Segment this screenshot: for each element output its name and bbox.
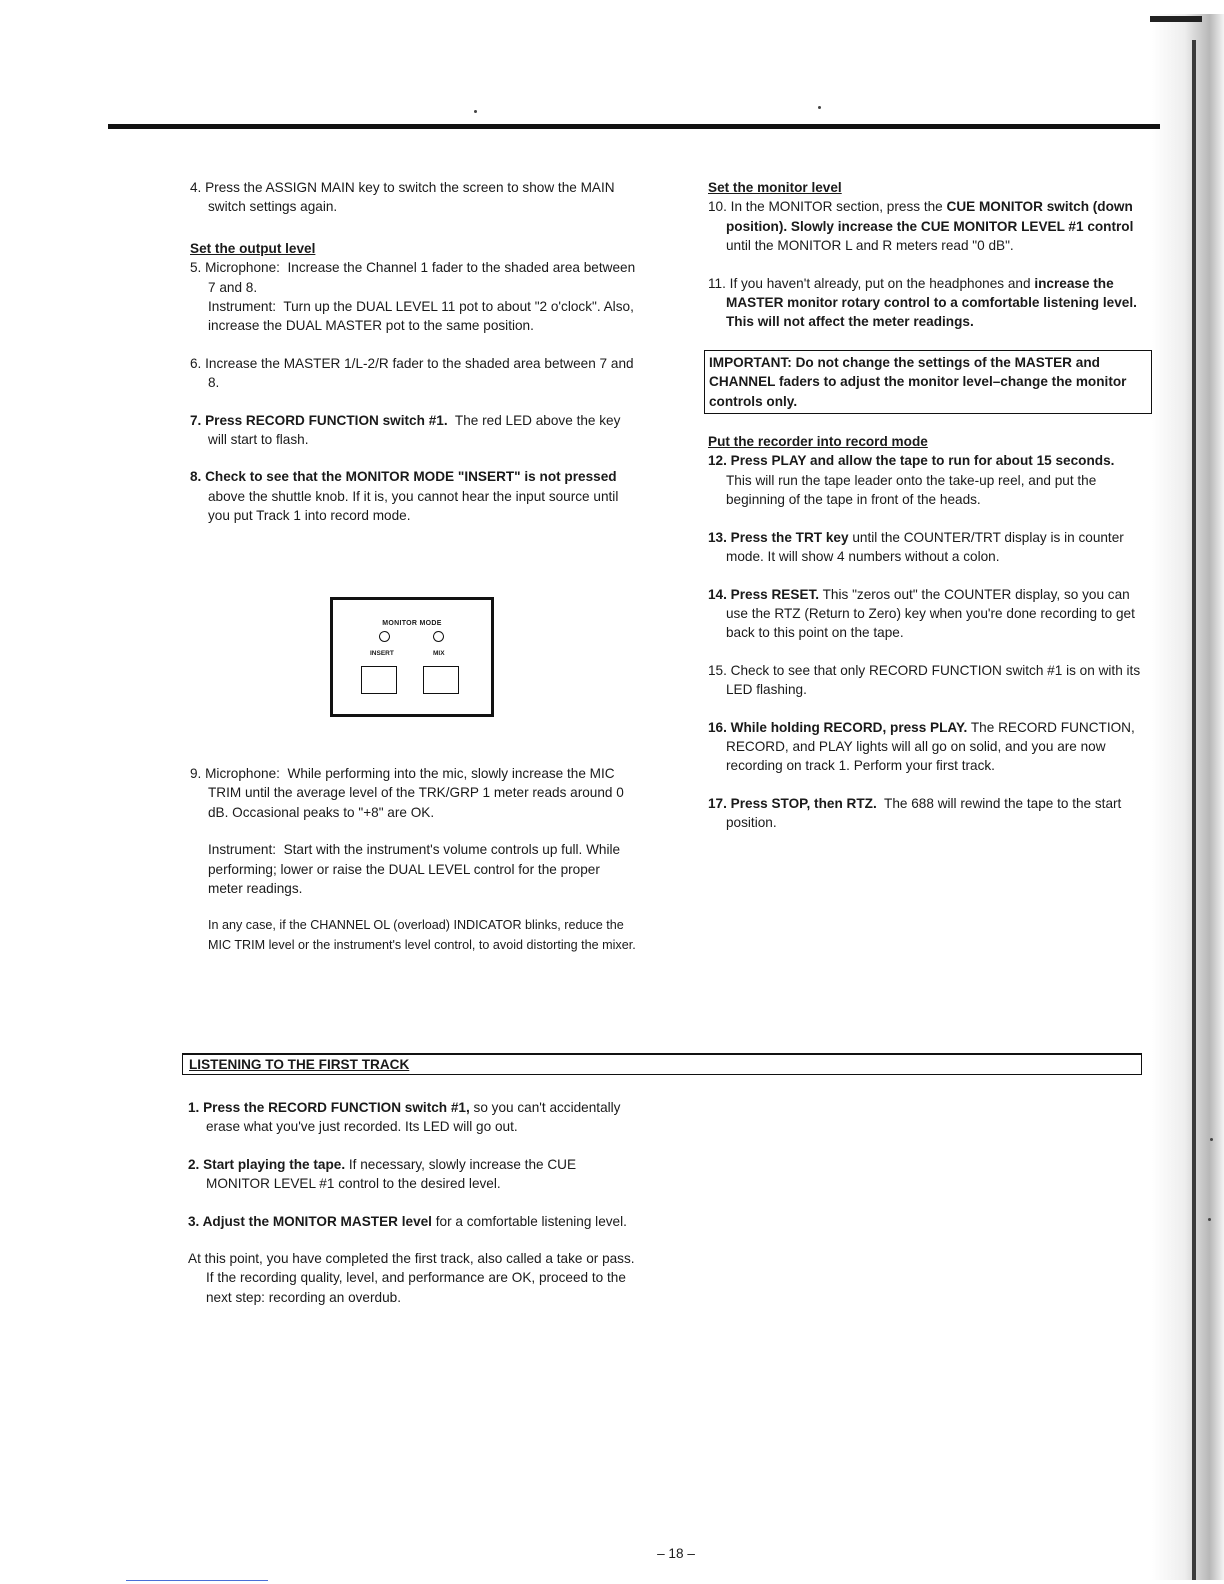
listen-step-1-action: 1. Press the RECORD FUNCTION switch #1, <box>188 1100 470 1115</box>
scan-speck <box>1210 1138 1213 1141</box>
step-11-action: increase the MASTER monitor rotary control to a comfortable listening level. This will not affect the meter readings. <box>726 275 1137 330</box>
left-column <box>190 178 638 526</box>
step-9-instrument <box>190 840 638 898</box>
scanned-binding-line <box>1192 40 1196 1580</box>
step-6: 6. Increase the MASTER 1/L-2/R fader to the shaded area between 7 and 8. <box>190 355 634 391</box>
step-16-action: 16. While holding RECORD, press PLAY. <box>708 719 968 735</box>
figure-label-insert: INSERT <box>370 650 394 657</box>
header-rule <box>108 124 1160 129</box>
step-10-action: CUE MONITOR switch (down position). Slowly increase the CUE MONITOR LEVEL #1 control <box>726 199 1134 234</box>
insert-key-icon <box>361 666 397 694</box>
step-8-action: 8. Check to see that the MONITOR MODE "INSERT" is not pressed <box>190 469 617 485</box>
step-12-text: This will run the tape leader onto the take-up reel, and put the beginning of the tape in front of the heads. <box>726 472 1097 508</box>
step-9-mic-text: While performing into the mic, slowly increase the MIC TRIM until the average level of the TRK/GRP 1 meter reads around 0 dB. Occasional peaks to "+8" are OK. <box>208 766 624 820</box>
important-notice: IMPORTANT: Do not change the settings of the MASTER and CHANNEL faders to adjust the monitor level–change the monitor controls only. <box>704 350 1152 414</box>
left-column-lower <box>190 764 638 955</box>
record-mode-heading: Put the recorder into record mode <box>708 434 928 450</box>
scan-speck <box>474 110 477 113</box>
monitor-mode-figure <box>330 597 494 717</box>
listen-step-2-action: 2. Start playing the tape. <box>188 1156 346 1172</box>
page-number: – 18 – <box>657 1546 695 1561</box>
scan-artifact-line <box>126 1580 268 1581</box>
step-13-action: 13. Press the TRT key <box>708 529 849 545</box>
step-14 <box>708 585 1146 643</box>
listen-step-2-text: If necessary, slowly increase the CUE MONITOR LEVEL #1 control to the desired level. <box>206 1156 577 1192</box>
step-12-action: 12. Press PLAY and allow the tape to run for about 15 seconds. <box>708 453 1115 469</box>
scan-speck <box>818 106 821 109</box>
set-output-level-heading: Set the output level <box>190 240 316 256</box>
step-13 <box>708 528 1146 567</box>
step-5-instrument-text: Turn up the DUAL LEVEL 11 pot to about "2 o'clock". Also, increase the DUAL MASTER pot to the same position. <box>208 299 634 334</box>
step-9-instrument-text: Start with the instrument's volume controls up full. While performing; lower or raise the DUAL LEVEL control for the proper meter readings. <box>208 842 621 897</box>
step-17-text: The 688 will rewind the tape to the start position. <box>726 795 1122 831</box>
step-8-text: above the shuttle knob. If it is, you cannot hear the input source until you put Track 1 into record mode. <box>208 488 619 524</box>
listen-step-1-text: so you can't accidentally erase what you've just recorded. Its LED will go out. <box>206 1100 621 1135</box>
step-5-mic-label: 5. Microphone: <box>190 260 280 276</box>
step-10-text: until the MONITOR L and R meters read "0 dB". <box>726 238 1014 254</box>
set-monitor-level-heading: Set the monitor level <box>708 180 842 195</box>
right-column <box>708 178 1146 833</box>
step-11-pre: 11. If you haven't already, put on the headphones and <box>708 275 1031 291</box>
step-7-text: The red LED above the key will start to flash. <box>208 412 621 448</box>
listen-step-3-action: 3. Adjust the MONITOR MASTER level <box>188 1213 432 1229</box>
step-13-text: until the COUNTER/TRT display is in counter mode. It will show 4 numbers without a colon. <box>726 529 1124 565</box>
step-9-any-case: In any case, if the CHANNEL OL (overload) INDICATOR blinks, reduce the MIC TRIM level or the instrument's level control, to avoid distorting the mixer. <box>208 918 636 952</box>
scanned-page-edge <box>1152 14 1224 1580</box>
step-5-instrument-label: Instrument: <box>208 299 276 315</box>
listening-section <box>188 1098 640 1307</box>
listen-step-1 <box>188 1098 640 1137</box>
step-5 <box>190 258 638 297</box>
scan-speck <box>1208 1218 1211 1221</box>
step-8 <box>190 467 638 525</box>
closing-paragraph: At this point, you have completed the first track, also called a take or pass. If the recording quality, level, and performance are OK, proceed to the next step: recording an overdub. <box>188 1251 635 1305</box>
step-11 <box>708 274 1146 332</box>
step-7 <box>190 411 638 450</box>
step-14-action: 14. Press RESET. <box>708 586 820 602</box>
step-9 <box>190 764 638 822</box>
section-title: LISTENING TO THE FIRST TRACK <box>189 1057 410 1072</box>
mix-key-icon <box>423 666 459 694</box>
scanned-corner-mark <box>1150 16 1202 22</box>
listen-step-2 <box>188 1155 640 1194</box>
step-4: 4. Press the ASSIGN MAIN key to switch the screen to show the MAIN switch settings again. <box>190 180 615 215</box>
step-7-action: 7. Press RECORD FUNCTION switch #1. <box>190 412 448 428</box>
step-5-instrument <box>190 297 638 336</box>
mix-led-icon <box>433 631 444 642</box>
step-9-mic-label: 9. Microphone: <box>190 766 280 781</box>
figure-label-mix: MIX <box>433 650 445 657</box>
listen-step-3-text: for a comfortable listening level. <box>435 1213 627 1229</box>
step-16 <box>708 718 1146 776</box>
section-header-bar <box>182 1053 1142 1075</box>
step-14-text: This "zeros out" the COUNTER display, so you can use the RTZ (Return to Zero) key when you're done recording to get back to this point on the tape. <box>726 586 1135 641</box>
step-16-text: The RECORD FUNCTION, RECORD, and PLAY lights will all go on solid, and you are now recording on track 1. Perform your first track. <box>726 719 1135 774</box>
step-10 <box>708 197 1146 255</box>
listen-step-3 <box>188 1212 640 1231</box>
figure-title: MONITOR MODE <box>382 620 442 627</box>
step-15: 15. Check to see that only RECORD FUNCTION switch #1 is on with its LED flashing. <box>708 662 1141 698</box>
step-5-mic-text: Increase the Channel 1 fader to the shaded area between 7 and 8. <box>208 260 636 295</box>
step-17 <box>708 794 1146 833</box>
insert-led-icon <box>379 631 390 642</box>
step-9-instrument-label: Instrument: <box>208 842 276 858</box>
step-10-pre: 10. In the MONITOR section, press the <box>708 199 943 215</box>
page-number-row <box>0 1544 1224 1563</box>
step-17-action: 17. Press STOP, then RTZ. <box>708 795 877 811</box>
step-12 <box>708 451 1146 509</box>
